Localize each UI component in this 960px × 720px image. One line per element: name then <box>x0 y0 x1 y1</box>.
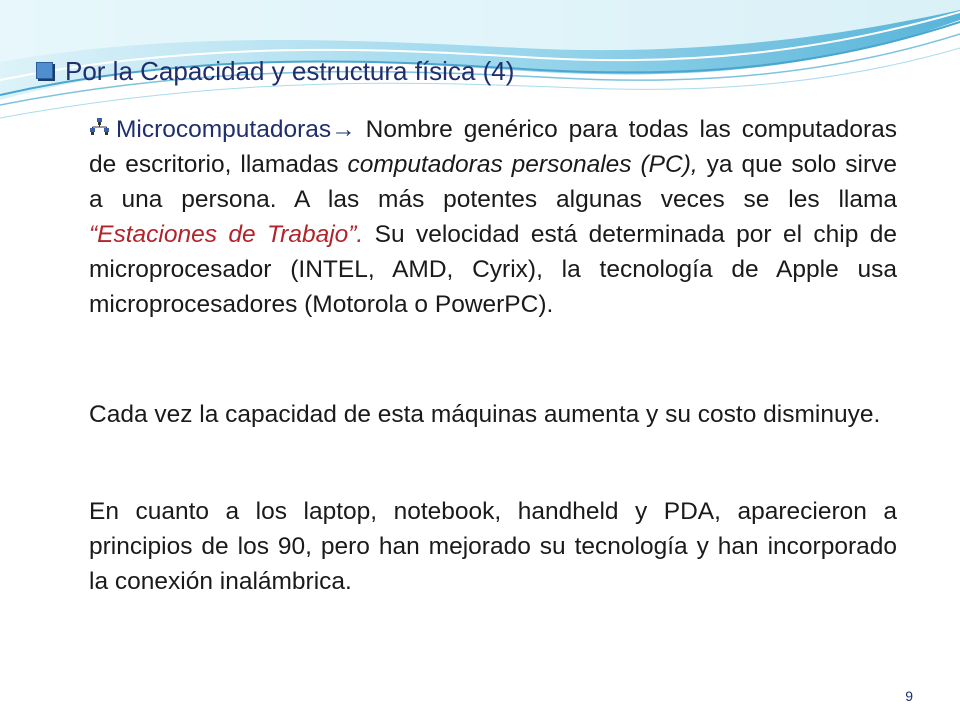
quote-estaciones-de-trabajo: “Estaciones de Trabajo”. <box>89 221 364 248</box>
p1-italic-pc: computadoras personales (PC), <box>347 151 698 178</box>
term-microcomputadoras: Microcomputadoras <box>116 116 332 143</box>
right-arrow-icon: → <box>331 116 356 143</box>
p1-text-1: Nombre genérico para todas las computadoras de escritorio, llamadas <box>89 116 897 178</box>
checkbox-bullet-icon <box>36 62 53 79</box>
network-computer-icon <box>89 118 111 136</box>
slide-heading-text: Por la Capacidad y estructura física (4) <box>65 56 515 86</box>
p1-text-2: ya que solo sirve a una persona. A las más potentes algunas veces se les llama <box>89 151 898 213</box>
paragraph-microcomputadoras <box>89 112 897 322</box>
page-number: 9 <box>905 688 913 704</box>
paragraph-capacidad: Cada vez la capacidad de esta máquinas aumenta y su costo disminuye. <box>89 401 881 428</box>
p1-text-3: Su velocidad está determinada por el chip de microprocesador (INTEL, AMD, Cyrix), la tecnología de Apple usa microprocesadores (Motorola o PowerPC). <box>89 221 897 318</box>
slide-heading <box>36 56 514 87</box>
paragraph-laptops: En cuanto a los laptop, notebook, handheld y PDA, aparecieron a principios de los 90, pero han mejorado su tecnología y han incorporado la conexión inalámbrica. <box>89 498 897 595</box>
